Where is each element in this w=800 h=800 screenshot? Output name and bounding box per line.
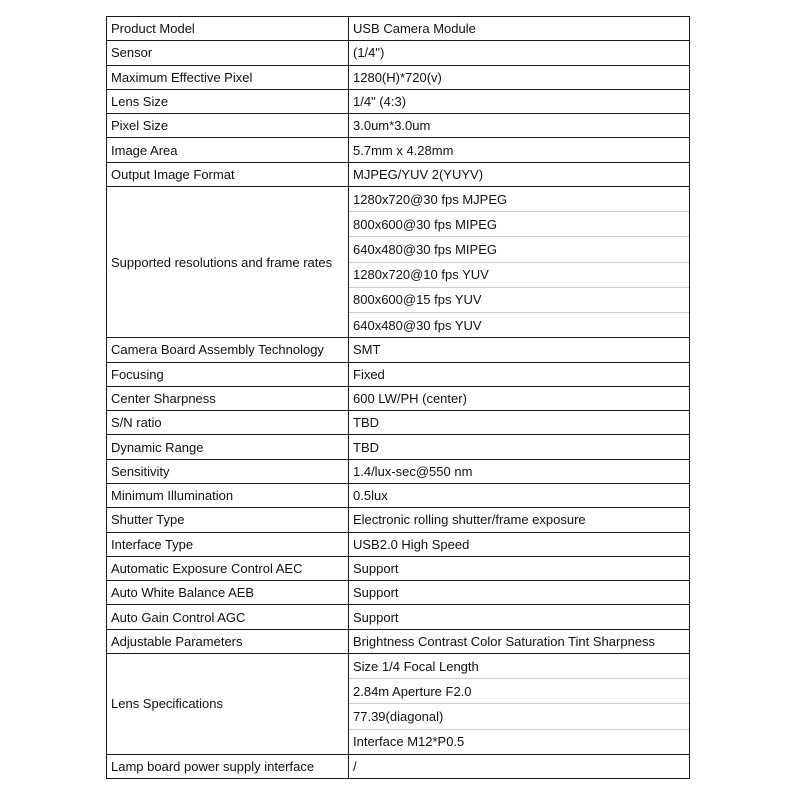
spec-value: 5.7mm x 4.28mm xyxy=(349,138,690,162)
spec-row xyxy=(107,508,690,532)
spec-sub-value: 1280x720@10 fps YUV xyxy=(349,263,689,288)
spec-label: Sensor xyxy=(107,41,349,65)
spec-value: Support xyxy=(349,605,690,629)
spec-value: 0.5lux xyxy=(349,483,690,507)
spec-value: Electronic rolling shutter/frame exposure xyxy=(349,508,690,532)
spec-table-body xyxy=(107,17,690,779)
spec-sub-value: 2.84m Aperture F2.0 xyxy=(349,679,689,704)
spec-row xyxy=(107,629,690,653)
spec-table xyxy=(106,16,690,779)
spec-value: TBD xyxy=(349,435,690,459)
spec-label: Output Image Format xyxy=(107,162,349,186)
spec-row xyxy=(107,41,690,65)
spec-label: Camera Board Assembly Technology xyxy=(107,338,349,362)
spec-row xyxy=(107,605,690,629)
spec-row xyxy=(107,411,690,435)
spec-row xyxy=(107,386,690,410)
spec-label: Pixel Size xyxy=(107,114,349,138)
spec-sub-value: Size 1/4 Focal Length xyxy=(349,654,689,679)
spec-row xyxy=(107,338,690,362)
spec-sub-value: 77.39(diagonal) xyxy=(349,704,689,729)
spec-row xyxy=(107,654,690,755)
spec-row xyxy=(107,556,690,580)
spec-row xyxy=(107,187,690,338)
spec-value: 1/4" (4:3) xyxy=(349,89,690,113)
spec-label: S/N ratio xyxy=(107,411,349,435)
spec-label: Supported resolutions and frame rates xyxy=(107,187,349,338)
spec-row xyxy=(107,581,690,605)
spec-row xyxy=(107,483,690,507)
spec-label: Lens Specifications xyxy=(107,654,349,755)
spec-sub-value: 800x600@15 fps YUV xyxy=(349,288,689,313)
spec-value: 1280(H)*720(v) xyxy=(349,65,690,89)
spec-value: Fixed xyxy=(349,362,690,386)
spec-label: Center Sharpness xyxy=(107,386,349,410)
spec-label: Lamp board power supply interface xyxy=(107,754,349,778)
spec-value-group xyxy=(349,654,690,755)
spec-value: TBD xyxy=(349,411,690,435)
spec-row xyxy=(107,114,690,138)
spec-value: USB2.0 High Speed xyxy=(349,532,690,556)
spec-value: Brightness Contrast Color Saturation Tint Sharpness xyxy=(349,629,690,653)
spec-value: 1.4/lux-sec@550 nm xyxy=(349,459,690,483)
spec-sub-value: 640x480@30 fps YUV xyxy=(353,317,482,333)
spec-label: Adjustable Parameters xyxy=(107,629,349,653)
spec-label: Maximum Effective Pixel xyxy=(107,65,349,89)
spec-label: Dynamic Range xyxy=(107,435,349,459)
spec-label: Sensitivity xyxy=(107,459,349,483)
spec-label: Auto Gain Control AGC xyxy=(107,605,349,629)
spec-label: Automatic Exposure Control AEC xyxy=(107,556,349,580)
spec-value: Support xyxy=(349,581,690,605)
spec-sub-value: 640x480@30 fps MIPEG xyxy=(349,237,689,262)
spec-value: 600 LW/PH (center) xyxy=(349,386,690,410)
spec-label: Product Model xyxy=(107,17,349,41)
spec-value: / xyxy=(349,754,690,778)
spec-row xyxy=(107,17,690,41)
spec-sub-value: 800x600@30 fps MIPEG xyxy=(349,212,689,237)
spec-row xyxy=(107,162,690,186)
spec-value-group xyxy=(349,187,690,338)
spec-value: 3.0um*3.0um xyxy=(349,114,690,138)
spec-sub-value: Interface M12*P0.5 xyxy=(353,734,465,750)
spec-row xyxy=(107,459,690,483)
spec-label: Interface Type xyxy=(107,532,349,556)
spec-row xyxy=(107,89,690,113)
spec-value: USB Camera Module xyxy=(349,17,690,41)
spec-value: (1/4") xyxy=(349,41,690,65)
spec-row xyxy=(107,754,690,778)
spec-label: Auto White Balance AEB xyxy=(107,581,349,605)
spec-label: Shutter Type xyxy=(107,508,349,532)
spec-value: Support xyxy=(349,556,690,580)
spec-label: Image Area xyxy=(107,138,349,162)
spec-row xyxy=(107,362,690,386)
spec-row xyxy=(107,65,690,89)
spec-row xyxy=(107,138,690,162)
spec-row xyxy=(107,435,690,459)
spec-label: Lens Size xyxy=(107,89,349,113)
spec-sub-value: 1280x720@30 fps MJPEG xyxy=(349,187,689,212)
spec-label: Focusing xyxy=(107,362,349,386)
spec-row xyxy=(107,532,690,556)
spec-value: MJPEG/YUV 2(YUYV) xyxy=(349,162,690,186)
spec-label: Minimum Illumination xyxy=(107,483,349,507)
spec-value: SMT xyxy=(349,338,690,362)
